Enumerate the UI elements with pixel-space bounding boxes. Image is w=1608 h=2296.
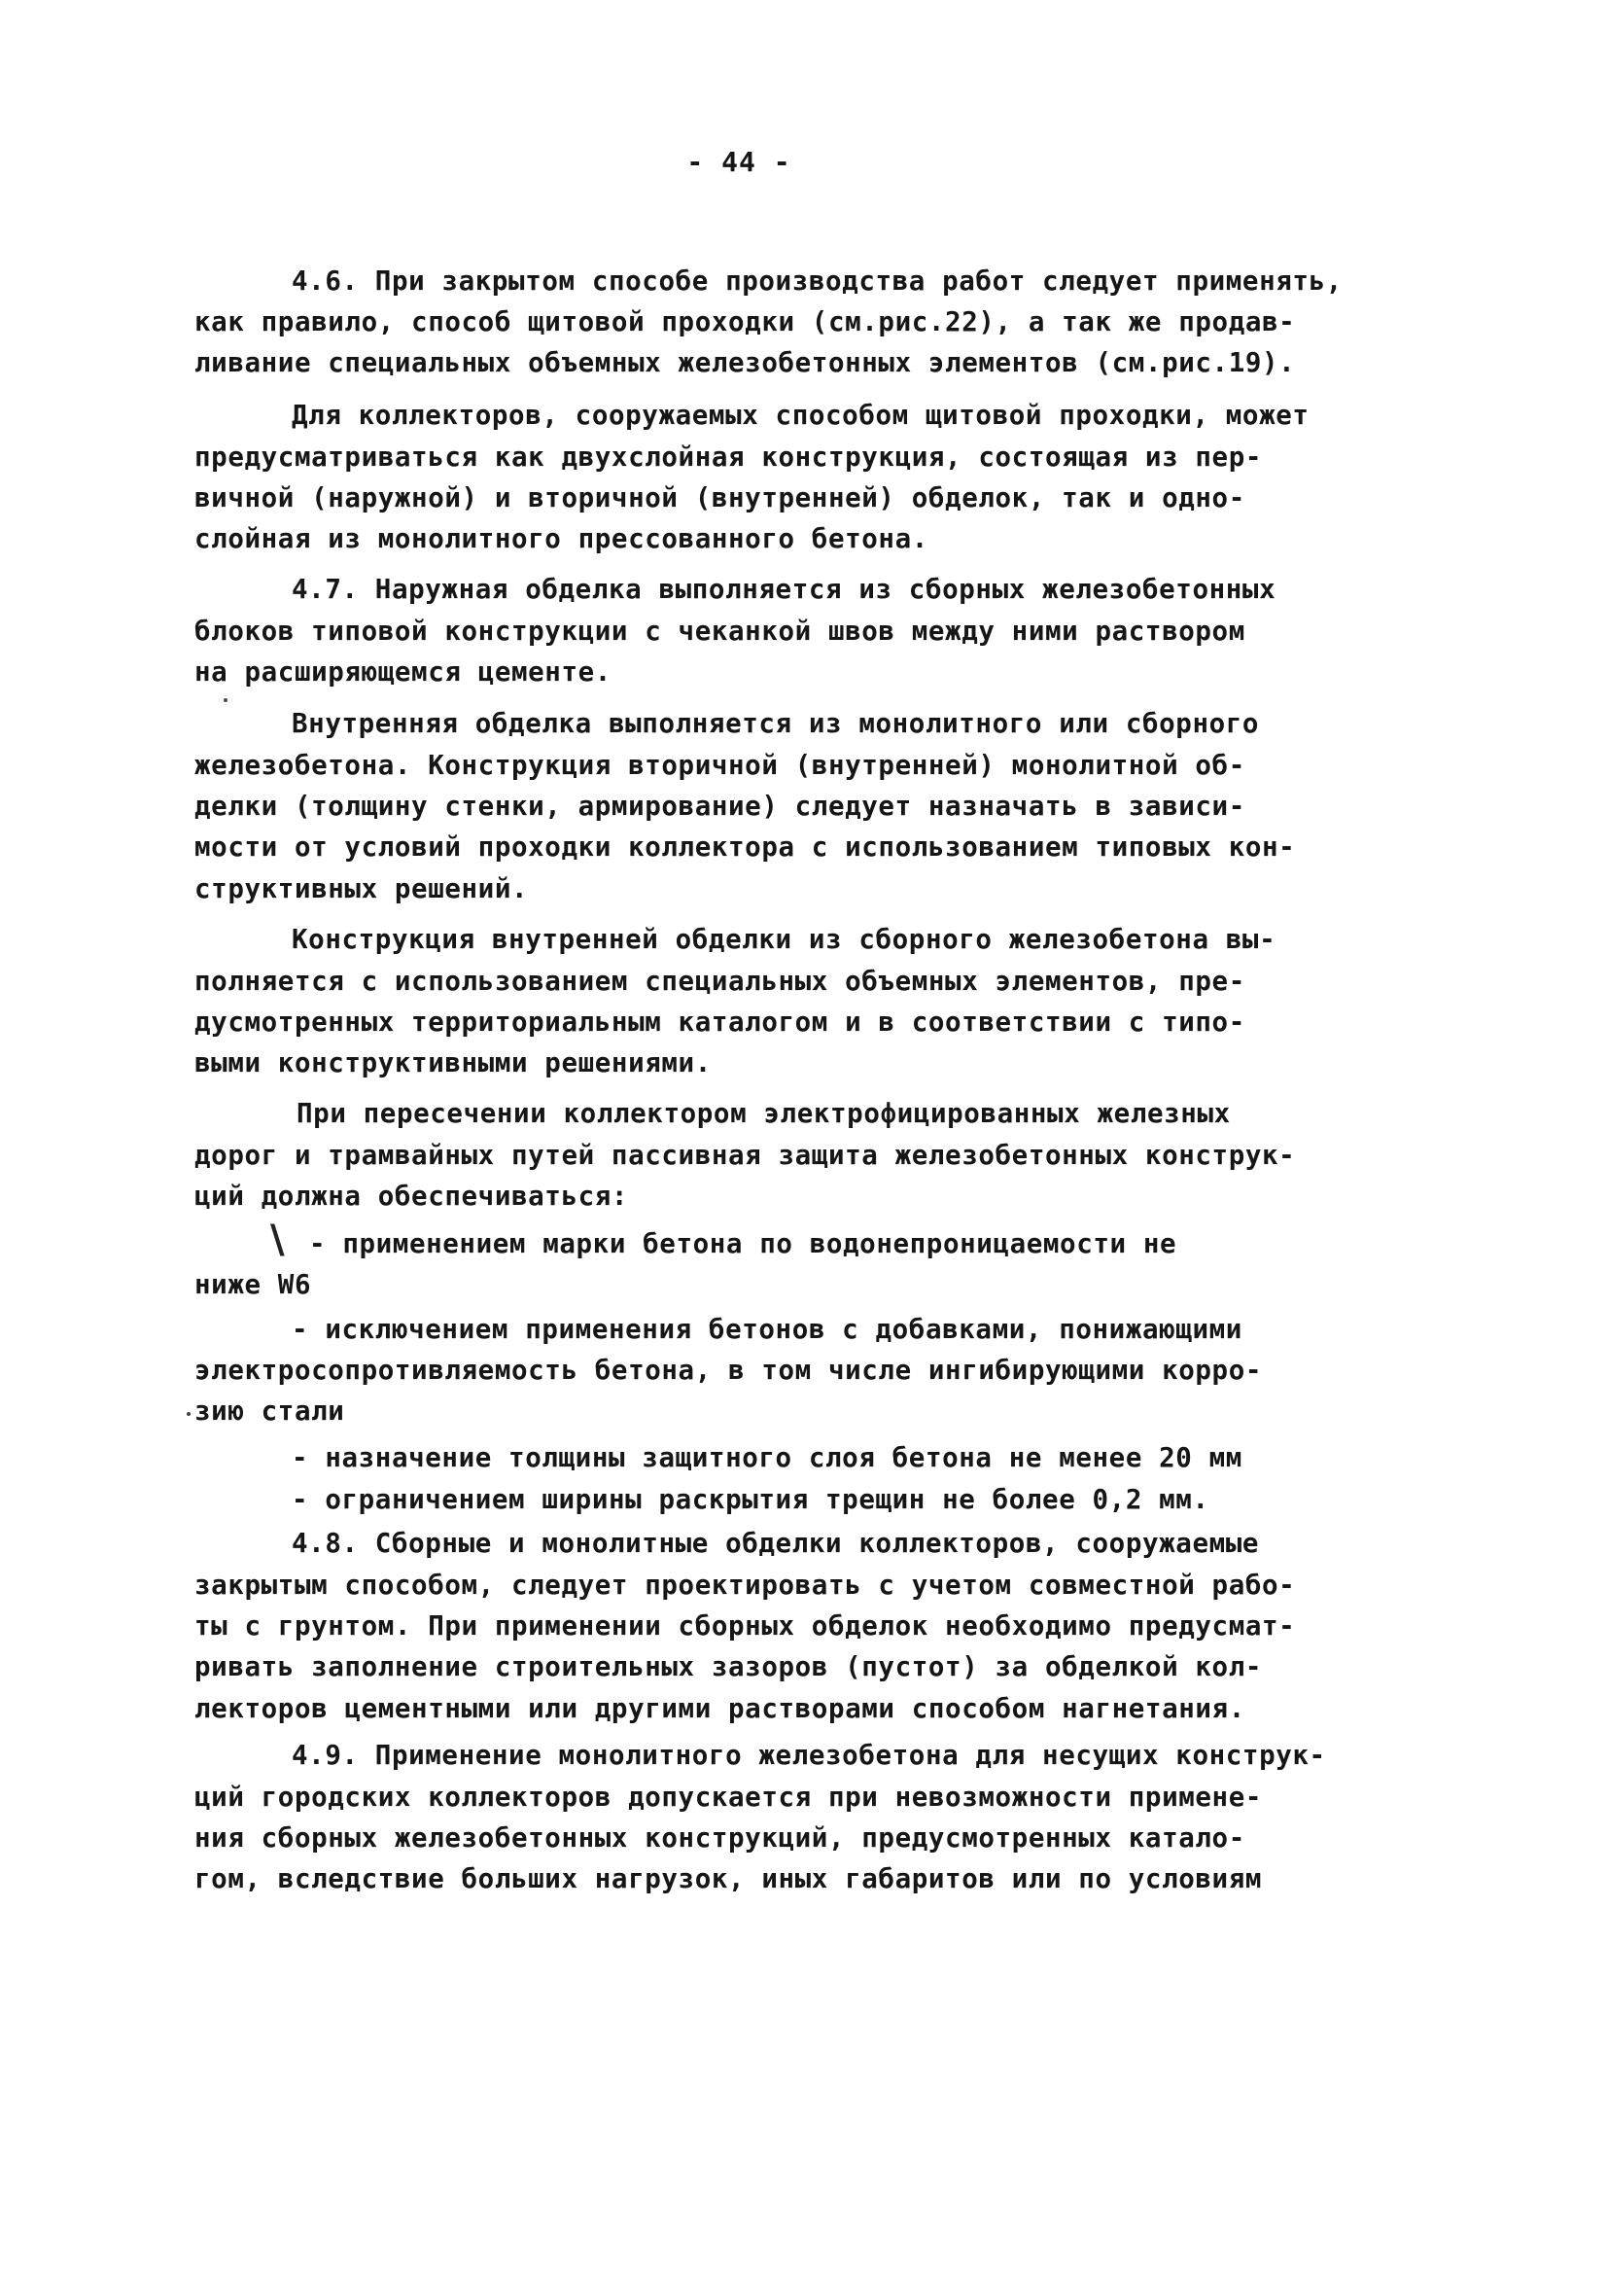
text-line: 4.6. При закрытом способе производства работ следует применять,: [292, 265, 1343, 297]
text-line: гом, вследствие больших нагрузок, иных габаритов или по условиям: [194, 1863, 1263, 1894]
text-line: выми конструктивными решениями.: [194, 1047, 712, 1078]
text-line: полняется с использованием специальных объемных элементов, пре-: [194, 966, 1245, 997]
text-line: - исключением применения бетонов с добавками, понижающими: [292, 1314, 1242, 1345]
text-line: Конструкция внутренней обделки из сборного железобетона вы-: [292, 924, 1276, 955]
text-line: электросопротивляемость бетона, в том числе ингибирующими корро-: [194, 1355, 1263, 1386]
text-line: блоков типовой конструкции с чеканкой швов между ними раствором: [194, 616, 1245, 647]
text-line: ниже W6: [194, 1269, 312, 1300]
text-line: ривать заполнение строительных зазоров (пустот) за обделкой кол-: [194, 1651, 1263, 1682]
scan-speck: [187, 1412, 191, 1416]
text-line: Внутренняя обделка выполняется из монолитного или сборного: [292, 708, 1260, 739]
text-line: закрытым способом, следует проектировать с учетом совместной рабо-: [194, 1570, 1296, 1601]
text-line: ливание специальных объемных железобетонных элементов (см.рис.19).: [194, 347, 1296, 378]
text-line: - применением марки бетона по водонепроницаемости не: [309, 1228, 1177, 1259]
text-line: ций должна обеспечиваться:: [194, 1181, 629, 1212]
text-line: зию стали: [194, 1395, 345, 1427]
text-line: железобетона. Конструкция вторичной (внутренней) монолитной об-: [194, 750, 1245, 781]
text-line: 4.7. Наружная обделка выполняется из сборных железобетонных: [292, 574, 1276, 605]
page-number: - 44 -: [686, 146, 791, 178]
text-line: - ограничением ширины раскрытия трещин не более 0,2 мм.: [292, 1484, 1209, 1515]
text-line: лекторов цементными или другими растворами способом нагнетания.: [194, 1693, 1245, 1724]
text-line: дорог и трамвайных путей пассивная защита железобетонных конструк-: [194, 1140, 1296, 1171]
text-line: слойная из монолитного прессованного бетона.: [194, 523, 928, 554]
text-line: делки (толщину стенки, армирование) следует назначать в зависи-: [194, 791, 1245, 822]
text-line: мости от условий проходки коллектора с использованием типовых кон-: [194, 831, 1296, 863]
text-line: как правило, способ щитовой проходки (см.рис.22), а так же продав-: [194, 306, 1296, 337]
text-line: дусмотренных территориальным каталогом и в соответствии с типо-: [194, 1007, 1245, 1038]
handwritten-mark: \: [270, 1218, 285, 1262]
text-line: Для коллекторов, сооружаемых способом щитовой проходки, может: [292, 400, 1310, 431]
text-line: При пересечении коллектором электрофицированных железных: [297, 1098, 1231, 1129]
text-line: структивных решений.: [194, 873, 529, 904]
text-line: вичной (наружной) и вторичной (внутренней) обделок, так и одно-: [194, 482, 1245, 513]
text-line: - назначение толщины защитного слоя бетона не менее 20 мм: [292, 1442, 1242, 1473]
text-line: ния сборных железобетонных конструкций, предусмотренных катало-: [194, 1822, 1245, 1854]
scan-speck: [224, 698, 227, 702]
text-line: ты с грунтом. При применении сборных обделок необходимо предусмат-: [194, 1610, 1296, 1642]
text-line: предусматриваться как двухслойная конструкция, состоящая из пер-: [194, 442, 1263, 473]
text-line: 4.8. Сборные и монолитные обделки коллекторов, сооружаемые: [292, 1528, 1260, 1559]
text-line: 4.9. Применение монолитного железобетона для несущих конструк-: [292, 1740, 1326, 1771]
text-line: ций городских коллекторов допускается при невозможности примене-: [194, 1782, 1263, 1813]
text-line: на расширяющемся цементе.: [194, 656, 612, 688]
